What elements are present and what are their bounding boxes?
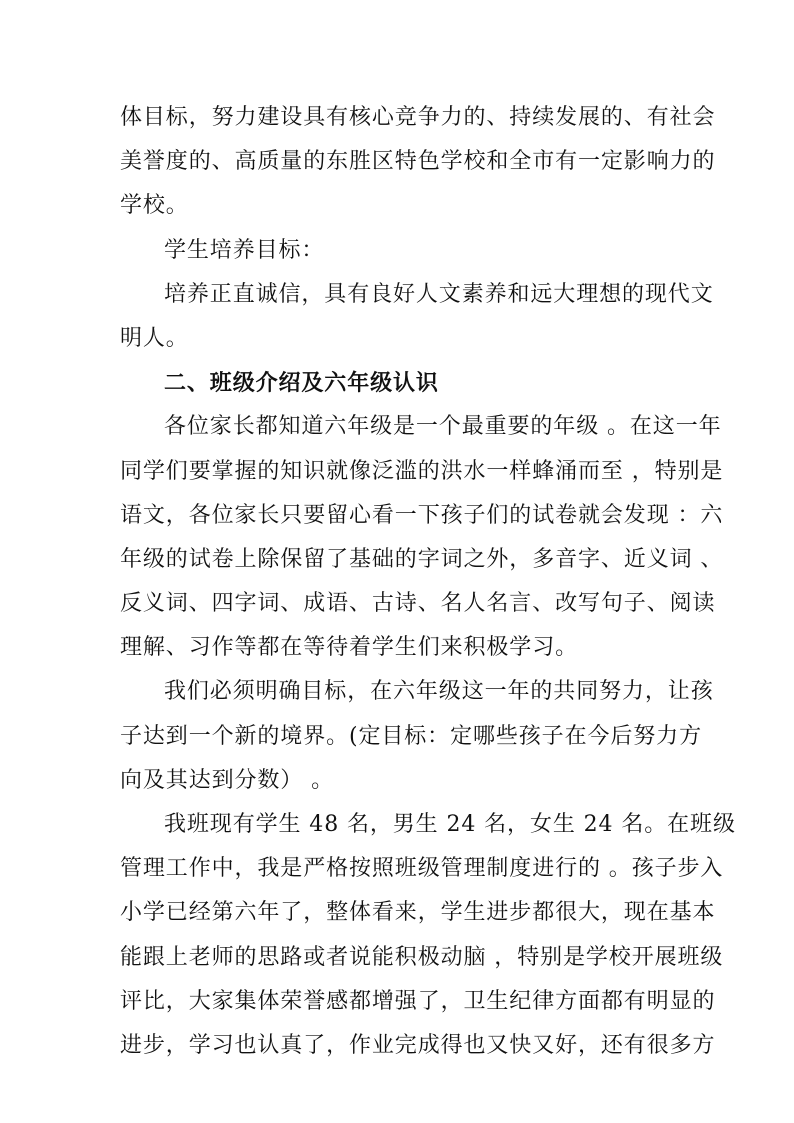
- paragraph-line: 能跟上老师的思路或者说能积极动脑 ，特别是学校开展班级: [120, 944, 724, 970]
- section-heading: 二、班级介绍及六年级认识: [164, 370, 439, 397]
- paragraph-line: 进步，学习也认真了，作业完成得也又快又好，还有很多方: [120, 1032, 716, 1058]
- paragraph-line: 我班现有学生 48 名，男生 24 名，女生 24 名。在班级: [164, 812, 736, 837]
- paragraph-line: 同学们要掌握的知识就像泛滥的洪水一样蜂涌而至 ，特别是: [120, 458, 724, 484]
- paragraph-line: 学生培养目标：: [164, 237, 325, 263]
- paragraph-line: 管理工作中，我是严格按照班级管理制度进行的 。孩子步入: [120, 856, 724, 882]
- paragraph-line: 向及其达到分数） 。: [120, 767, 334, 793]
- paragraph-line: 语文，各位家长只要留心看一下孩子们的试卷就会发现 ：六: [120, 502, 724, 528]
- paragraph-line: 反义词、四字词、成语、古诗、名人名言、改写句子、阅读: [120, 591, 716, 617]
- paragraph-line: 学校。: [120, 193, 189, 219]
- paragraph-line: 明人。: [120, 325, 189, 351]
- paragraph-line: 我们必须明确目标，在六年级这一年的共同努力，让孩: [164, 679, 714, 705]
- paragraph-line: 小学已经第六年了，整体看来，学生进步都很大，现在基本: [120, 900, 716, 926]
- paragraph-line: 培养正直诚信，具有良好人文素养和远大理想的现代文: [164, 281, 714, 307]
- paragraph-line: 各位家长都知道六年级是一个最重要的年级 。在这一年: [164, 414, 722, 440]
- document-body: [120, 96, 736, 1068]
- paragraph-line: 年级的试卷上除保留了基础的字词之外，多音字、近义词 、: [120, 546, 724, 572]
- paragraph-line: 美誉度的、高质量的东胜区特色学校和全市有一定影响力的: [120, 149, 716, 175]
- paragraph-line: 评比，大家集体荣誉感都增强了，卫生纪律方面都有明显的: [120, 988, 716, 1014]
- paragraph-line: 体目标，努力建设具有核心竞争力的、持续发展的、有社会: [120, 105, 716, 130]
- paragraph-line: 子达到一个新的境界。(定目标：定哪些孩子在今后努力方: [120, 723, 702, 749]
- paragraph-line: 理解、习作等都在等待着学生们来积极学习。: [120, 635, 579, 661]
